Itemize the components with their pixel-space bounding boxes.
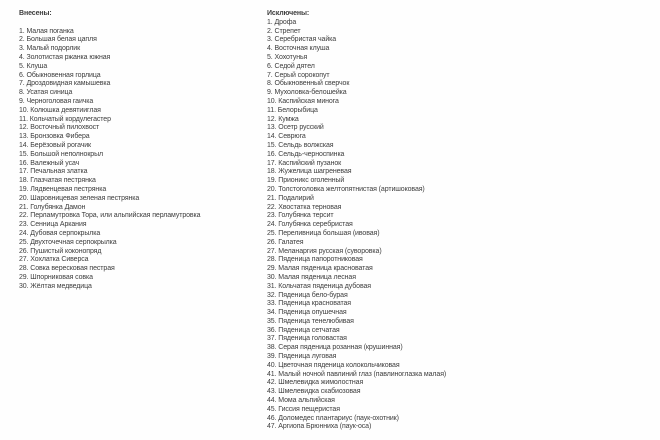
- list-item: 3. Малый подорлик: [19, 45, 81, 53]
- list-item: 25. Переливница большая (ивовая): [267, 229, 380, 237]
- list-item: 38. Серая пяденица розанная (крушинная): [267, 344, 403, 352]
- list-item: 23. Сенница Аркания: [19, 221, 87, 229]
- list-item: 19. Прионикс оголенный: [267, 177, 345, 185]
- list-item: 11. Белорыбица: [267, 106, 318, 114]
- list-item: 26. Галатея: [267, 238, 304, 246]
- list-item: 20. Шаровницевая зеленая пестрянка: [19, 194, 140, 202]
- title-gap: [19, 19, 264, 28]
- added-species-list: [19, 28, 264, 292]
- list-item: 11. Кольчатый кордулегастер: [19, 115, 111, 123]
- list-item: 36. Пяденица сетчатая: [267, 326, 340, 334]
- list-item: 16. Валежный усач: [19, 159, 80, 167]
- list-item: 3. Серебристая чайка: [267, 36, 337, 44]
- list-item: 29. Малая пяденица красноватая: [267, 265, 373, 273]
- list-item: 18. Жужелица шагреневая: [267, 168, 352, 176]
- list-item: 39. Пяденица луговая: [267, 353, 337, 361]
- added-species-column: [19, 10, 264, 292]
- list-item: 15. Сельдь волжская: [267, 141, 334, 149]
- list-item: 44. Мома альпийская: [267, 397, 335, 405]
- list-item: 2. Большая белая цапля: [19, 36, 97, 44]
- list-item: 25. Двухточечная серпокрылка: [19, 238, 117, 246]
- list-item: 27. Меланаргия русская (суворовка): [267, 247, 382, 255]
- list-item: 17. Каспийский пузанок: [267, 159, 342, 167]
- added-column-title: Внесены:: [19, 10, 52, 17]
- list-item: 24. Дубовая серпокрылка: [19, 229, 101, 237]
- list-item: 15. Большой неполнокрыл: [19, 150, 104, 158]
- list-item: 5. Хохотунья: [267, 53, 308, 61]
- list-item: 20. Толстоголовка желтопятнистая (артишоковая): [267, 185, 425, 193]
- excluded-species-list: [267, 19, 657, 432]
- list-item: 26. Пушистый коконопряд: [19, 247, 102, 255]
- list-item: 32. Пяденица бело-бурая: [267, 291, 348, 299]
- list-item: 5. Клуша: [19, 62, 48, 70]
- list-item: 6. Обыкновенная горлица: [19, 71, 101, 79]
- list-item: 27. Хохлатка Сиверса: [19, 256, 89, 264]
- list-item: 13. Осетр русский: [267, 124, 324, 132]
- list-item: 35. Пяденица тенелюбивая: [267, 317, 354, 325]
- list-item: 47. Аргиопа Брюнниха (паук-оса): [267, 423, 372, 431]
- list-item: 43. Шмелевидка скабиозовая: [267, 388, 361, 396]
- list-item: 7. Серый сорокопут: [267, 71, 330, 79]
- list-item: 31. Кольчатая пяденица дубовая: [267, 282, 371, 290]
- list-item: 46. Доломедес плантариус (паук-охотник): [267, 414, 399, 422]
- list-item: 21. Голубянка Дамон: [19, 203, 86, 211]
- list-item: 1. Дрофа: [267, 18, 297, 26]
- list-item: 23. Голубянка терсит: [267, 212, 334, 220]
- list-item: 17. Печальная златка: [19, 168, 88, 176]
- list-item: 34. Пяденица опушечная: [267, 309, 347, 317]
- list-item: 7. Дроздовидная камышевка: [19, 80, 111, 88]
- list-item: 41. Малый ночной павлиний глаз (павлиноглазка малая): [267, 370, 447, 378]
- list-item: 1. Малая поганка: [19, 27, 74, 35]
- excluded-column-title: Исключены:: [267, 10, 310, 17]
- list-item: 40. Цветочная пяденица колокольчиковая: [267, 361, 400, 369]
- list-item: 24. Голубянка серебристая: [267, 221, 353, 229]
- list-item: 9. Черноголовая гаичка: [19, 97, 94, 105]
- list-item: 30. Жёлтая медведица: [19, 282, 92, 290]
- list-item: 4. Золотистая ржанка южная: [19, 53, 111, 61]
- list-item: 21. Подалирий: [267, 194, 314, 202]
- list-item: 19. Лядвенцевая пестрянка: [19, 185, 107, 193]
- list-item: 13. Бронзовка Фибера: [19, 133, 90, 141]
- list-item: 22. Хвостатка терновая: [267, 203, 342, 211]
- list-item: 8. Обыкновенный сверчок: [267, 80, 350, 88]
- list-item: 30. Малая пяденица лесная: [267, 273, 356, 281]
- list-item: 12. Кумжа: [267, 115, 299, 123]
- list-item: 14. Севрюга: [267, 133, 306, 141]
- list-item: 8. Усатая синица: [19, 89, 73, 97]
- list-item: 10. Колюшка девятииглая: [19, 106, 101, 114]
- list-item: 22. Перламутровка Тора, или альпийская перламутровка: [19, 212, 201, 220]
- list-item: 18. Глазчатая пестрянка: [19, 177, 96, 185]
- list-item: 28. Пяденица папоротниковая: [267, 256, 363, 264]
- list-item: 12. Восточный пилохвост: [19, 124, 100, 132]
- list-item: 33. Пяденица красноватая: [267, 300, 351, 308]
- list-item: 37. Пяденица головастая: [267, 335, 347, 343]
- list-item: 42. Шмелевидка жимолостная: [267, 379, 364, 387]
- list-item: 6. Седой дятел: [267, 62, 315, 70]
- excluded-species-column: [267, 10, 657, 432]
- list-item: 10. Каспийская минога: [267, 97, 339, 105]
- list-item: 2. Стрепет: [267, 27, 301, 35]
- list-item: 16. Сельдь-черноспинка: [267, 150, 345, 158]
- list-item: 45. Гиссия пещеристая: [267, 405, 340, 413]
- list-item: 28. Совка вересковая пестрая: [19, 265, 115, 273]
- list-item: 29. Шпорниковая совка: [19, 273, 93, 281]
- list-item: 14. Берёзовый рогачик: [19, 141, 92, 149]
- list-item: 9. Мухоловка-белошейка: [267, 89, 347, 97]
- list-item: 4. Восточная клуша: [267, 45, 330, 53]
